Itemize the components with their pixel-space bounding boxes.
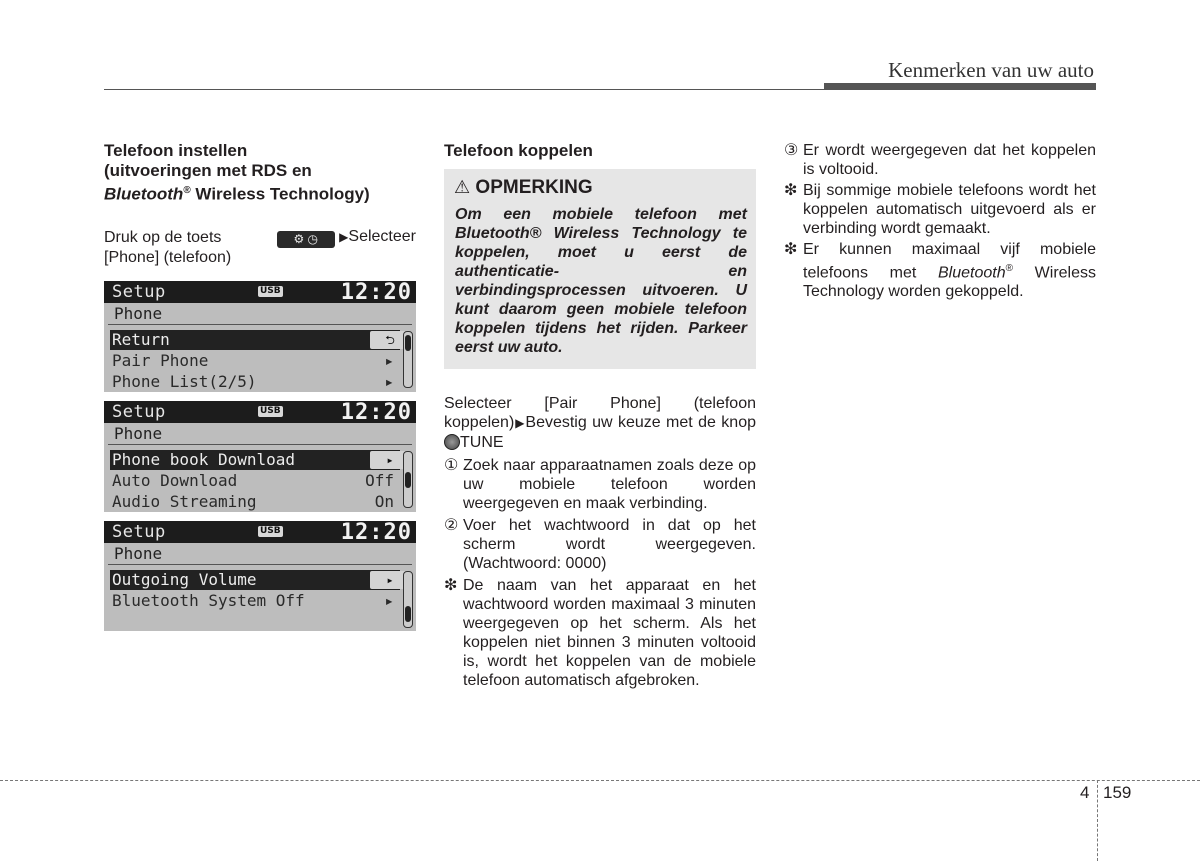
tune-knob-icon — [444, 434, 460, 450]
lcd-screen-2: Setup USB 12:20 Phone Phone book Download ▸ Auto Download Off Audio Streaming On — [104, 401, 416, 512]
press-text: Druk op de toets — [104, 229, 222, 246]
usb-icon: USB — [260, 406, 281, 416]
list-item: ② Voer het wachtwoord in dat op het scherm wordt weergegeven. (Wachtwoord: 0000) — [444, 517, 756, 572]
list-item: ① Zoek naar apparaatnamen zoals deze op uw mobiele telefoon worden weergegeven en maak verbinding. — [444, 457, 756, 512]
note-box — [444, 169, 756, 369]
arrow-icon: ▶ — [339, 230, 349, 244]
right-column — [784, 141, 1096, 301]
heading-line3: Bluetooth® Wireless Technology) — [104, 184, 370, 204]
return-icon: ⮌ — [370, 331, 410, 349]
warning-icon: ⚠ — [454, 177, 471, 197]
left-heading — [104, 141, 416, 205]
menu-row-outgoing-volume: Outgoing Volume ▸ — [110, 570, 400, 590]
scrollbar — [403, 451, 413, 508]
phone-text: [Phone] (telefoon) — [104, 249, 232, 266]
menu-row-pair-phone: Pair Phone ▸ — [112, 351, 394, 370]
menu-row-return: Return ⮌ — [110, 330, 400, 350]
list-item: ❇ Bij sommige mobiele telefoons wordt het koppelen automatisch uitgevoerd als er verbinding wordt gemaakt. — [784, 182, 1096, 237]
lcd-screen-3: Setup USB 12:20 Phone Outgoing Volume ▸ Bluetooth System Off ▸ — [104, 521, 416, 631]
menu-row-auto-download: Auto Download Off — [112, 471, 394, 490]
footer-rule — [0, 780, 1200, 781]
arrow-icon: ▶ — [514, 416, 526, 430]
press-instruction — [104, 227, 416, 267]
list-item: ❇ Er kunnen maximaal vijf mobiele telefoons met Bluetooth® Wireless Technology worden gekoppeld. — [784, 241, 1097, 301]
lcd-screen-1: Setup USB 12:20 Phone Return ⮌ Pair Phone ▸ Phone List(2/5) ▸ — [104, 281, 416, 392]
middle-heading: Telefoon koppelen — [444, 141, 593, 160]
note-body: Om een mobiele telefoon met Bluetooth® Wireless Technology te koppelen, moet u eerst de authenticatie- en verbindingsprocessen uitvoeren. U kunt daarom geen mobiele telefoon koppelen tijdens het rijden. Parkeer eerst uw auto. — [455, 206, 747, 356]
heading-line1: Telefoon instellen — [104, 141, 248, 160]
menu-row-phonebook-download: Phone book Download ▸ — [110, 450, 400, 470]
footer-divider — [1097, 780, 1098, 861]
usb-icon: USB — [260, 526, 281, 536]
list-item: ❇ De naam van het apparaat en het wachtwoord worden maximaal 3 minuten weergegeven op het scherm. Als het koppelen niet binnen 3 minuten voltooid is, wordt het koppelen van de mobiele telefoon automatisch afgebroken. — [444, 577, 756, 689]
menu-row-phone-list: Phone List(2/5) ▸ — [112, 372, 394, 391]
heading-line2: (uitvoeringen met RDS en — [104, 161, 312, 180]
select-text: Selecteer — [348, 228, 416, 245]
setup-clock-key-icon: ⚙ ◷ — [277, 231, 335, 248]
chapter-number: 4 — [1080, 783, 1090, 802]
usb-icon: USB — [260, 286, 281, 296]
page-number: 159 — [1103, 783, 1132, 802]
pair-instructions — [444, 394, 756, 690]
scrollbar — [403, 331, 413, 388]
scrollbar — [403, 571, 413, 628]
list-item: ③ Er wordt weergegeven dat het koppelen is voltooid. — [784, 142, 1096, 178]
menu-row-audio-streaming: Audio Streaming On — [112, 492, 394, 511]
menu-row-bluetooth-off: Bluetooth System Off ▸ — [112, 591, 394, 610]
select-instruction: Selecteer [Pair Phone] (telefoon koppelen)▶Bevestig uw keuze met de knop TUNE — [444, 395, 756, 451]
note-title: ⚠ OPMERKING — [454, 177, 593, 198]
header-rule-accent — [824, 83, 1096, 90]
section-title: Kenmerken van uw auto — [888, 58, 1094, 82]
